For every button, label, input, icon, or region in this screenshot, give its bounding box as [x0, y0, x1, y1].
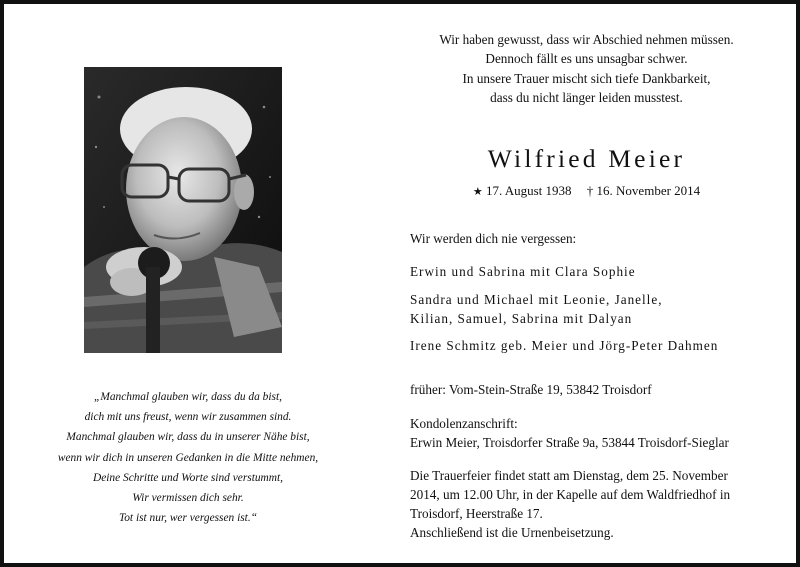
cross-icon: †: [586, 183, 594, 198]
verse-line: dass du nicht länger leiden musstest.: [490, 90, 683, 106]
funeral-line: 2014, um 12.00 Uhr, in der Kapelle auf dem Waldfriedhof in: [410, 487, 731, 502]
star-icon: ★: [472, 186, 483, 198]
verse-line: In unsere Trauer mischt sich tiefe Dankbarkeit,: [462, 70, 711, 86]
verse-line: Dennoch fällt es uns unsagbar schwer.: [485, 51, 688, 67]
death-date-text: 16. November 2014: [596, 183, 701, 198]
deceased-name: Wilfried Meier: [487, 144, 686, 173]
quote-line: Tot ist nur, wer vergessen ist.“: [118, 512, 258, 525]
portrait-image: [84, 67, 282, 353]
funeral-line: Troisdorf, Heerstraße 17.: [410, 506, 543, 521]
quote-line: Wir vermissen dich sehr.: [132, 492, 244, 505]
former-address: früher: Vom-Stein-Straße 19, 53842 Troisdorf: [410, 382, 652, 397]
mourner-line: Irene Schmitz geb. Meier und Jörg-Peter Dahmen: [410, 338, 719, 353]
funeral-line: Die Trauerfeier findet statt am Dienstag, dem 25. November: [410, 468, 728, 483]
life-dates: [399, 183, 774, 199]
funeral-line: Anschließend ist die Urnenbeisetzung.: [410, 525, 614, 540]
portrait-photo: [84, 67, 282, 353]
mourner-line: Erwin und Sabrina mit Clara Sophie: [410, 264, 636, 279]
quote-line: „Manchmal glauben wir, dass du da bist,: [94, 391, 282, 403]
quote-line: Manchmal glauben wir, dass du in unserer Nähe bist,: [66, 431, 310, 444]
opening-verse: [399, 30, 774, 108]
condolence-address: Erwin Meier, Troisdorfer Straße 9a, 53844 Troisdorf-Sieglar: [410, 435, 729, 450]
mourner-line: Kilian, Samuel, Sabrina mit Dalyan: [410, 311, 633, 326]
memorial-quote: [32, 387, 344, 528]
verse-line: Wir haben gewusst, dass wir Abschied nehmen müssen.: [439, 32, 734, 47]
mourner-line: Sandra und Michael mit Leonie, Janelle,: [410, 292, 663, 307]
funeral-info: [410, 466, 785, 542]
quote-line: dich mit uns freust, wenn wir zusammen sind.: [84, 411, 292, 424]
condolence-label: Kondolenzanschrift:: [410, 416, 518, 431]
quote-line: Deine Schritte und Worte sind verstummt,: [92, 471, 284, 484]
mourners-intro: Wir werden dich nie vergessen:: [410, 231, 577, 246]
birth-date-text: 17. August 1938: [485, 183, 572, 198]
quote-line: wenn wir dich in unseren Gedanken in die Mitte nehmen,: [57, 451, 319, 464]
death-date: [587, 183, 700, 198]
birth-date: [473, 183, 572, 198]
